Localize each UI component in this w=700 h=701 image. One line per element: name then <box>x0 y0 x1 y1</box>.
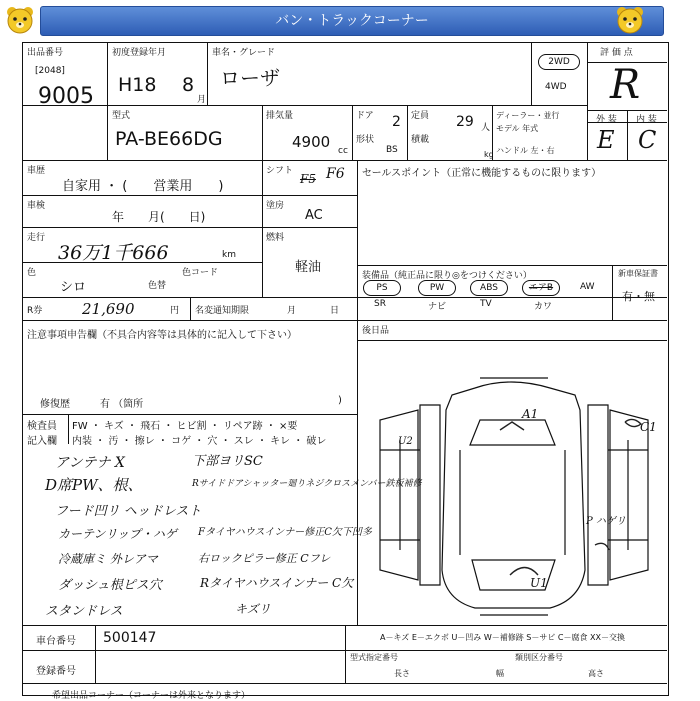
damage-u2: U2 <box>398 436 413 447</box>
paint-label: 塗房 <box>266 201 285 211</box>
lot-number: 9005 <box>38 84 94 109</box>
doors-value: 2 <box>392 114 401 130</box>
height-label: 高さ <box>588 669 604 678</box>
recycle-unit: 円 <box>170 306 180 316</box>
note-hood: フード凹リ ヘッドレスト <box>55 504 202 519</box>
displacement-value: 4900 <box>292 133 331 151</box>
lot-sub: [2048] <box>35 66 65 76</box>
damage-u1: U1 <box>530 576 548 590</box>
notes-label: 注意事項申告欄（不具合内容等は具体的に記入して下さい） <box>27 330 297 341</box>
grade-int: C <box>638 126 657 154</box>
shift-label: シフト <box>266 166 294 176</box>
model-value: PA-BE66DG <box>115 128 223 150</box>
type-number-label: 型式指定番号 <box>350 653 398 662</box>
name-change-month: 月 <box>287 306 297 316</box>
recycle-value: 21,690 <box>82 300 135 318</box>
width-label: 幅 <box>496 669 504 678</box>
capacity-unit: 人 <box>481 123 491 133</box>
note-fridge: 冷蔵庫ミ 外レアマ <box>58 552 158 566</box>
first-reg-month: 8 <box>182 74 195 96</box>
repair-history-close: ) <box>338 395 342 406</box>
equip-airbag: エアB <box>522 280 560 296</box>
model-year-label: モデル 年式 <box>496 124 539 133</box>
equip-navi: ナビ <box>428 302 447 312</box>
inspection-value: 年 月( 日) <box>112 210 206 224</box>
drive-4wd: 4WD <box>545 82 567 92</box>
damage-p-peel: P ハゲリ <box>586 516 626 527</box>
recycle-label: R券 <box>27 306 43 316</box>
capacity-label: 定員 <box>411 111 430 121</box>
damage-c1: C1 <box>640 420 657 434</box>
repaint-label: 色替 <box>148 281 167 291</box>
corner-title: バン・トラックコーナー <box>40 6 664 36</box>
car-name: ローザ <box>220 66 280 90</box>
shape-value: BS <box>386 145 398 155</box>
first-reg-year: H18 <box>118 74 157 96</box>
note-curtain: カーテンリップ・ハゲ <box>58 527 177 541</box>
shift-value: F6 <box>326 166 345 182</box>
shift-crossed: F5 <box>300 172 316 186</box>
drive-2wd: 2WD <box>538 54 580 70</box>
first-reg-label: 初度登録年月 <box>112 48 167 58</box>
car-damage-diagram <box>360 370 665 620</box>
grade-ext: E <box>597 126 615 154</box>
inspector-row1: FW ・ キズ ・ 飛石 ・ ヒビ割 ・ リペア跡 ・ ×要 <box>72 421 298 432</box>
car-name-label: 車名・グレード <box>212 48 276 58</box>
entry-label: 記入欄 <box>27 436 57 447</box>
equip-tv: TV <box>480 299 492 309</box>
grade-ext-label: 外 装 <box>596 115 617 125</box>
name-change-label: 名変通知期限 <box>195 306 250 316</box>
lot-label: 出品番号 <box>27 48 64 58</box>
paint-value: AC <box>305 208 323 223</box>
legend: A－キズ E－エクボ U－凹み W－補修跡 S－サビ C－腐食 XX－交換 <box>380 633 626 642</box>
note-scratch: キズリ <box>235 602 271 616</box>
warranty-label: 新車保証書 <box>618 269 658 278</box>
equip-abs: ABS <box>470 280 508 296</box>
sales-point-label: セールスポイント（正常に機能するものに限ります） <box>362 168 602 179</box>
bear-mascot-icon <box>614 4 646 36</box>
note-pillar: 右ロックピラー修正 Cフレ <box>198 552 331 565</box>
note-r-tire-house: Rタイヤハウスインナー C欠 <box>200 576 354 590</box>
note-r-side-repair: Rサイドドアシャッター廻りネジクロスメンバー鉄板補修 <box>192 479 422 489</box>
reg-no-label: 登録番号 <box>36 666 76 677</box>
name-change-day: 日 <box>330 306 340 316</box>
damage-a1: A1 <box>522 407 539 421</box>
equip-sr: SR <box>374 299 386 309</box>
class-number-label: 類別区分番号 <box>515 653 563 662</box>
inspector-label: 検査員 <box>27 421 57 432</box>
bear-mascot-icon <box>4 4 36 36</box>
note-d-seat-pw: D席PW、根、 <box>45 476 143 494</box>
fuel-value: 軽油 <box>295 260 322 275</box>
color-value: シロ <box>60 280 87 295</box>
mileage-label: 走行 <box>27 233 46 243</box>
history-value: 自家用 ・ ( 営業用 ) <box>62 179 224 194</box>
inspection-label: 車検 <box>27 201 46 211</box>
footer-label: 希望出品コーナー（コーナーは外来となります） <box>52 691 251 701</box>
color-label: 色 <box>27 268 37 278</box>
equip-pw: PW <box>418 280 456 296</box>
load-label: 積載 <box>411 135 430 145</box>
note-antenna: アンテナ X <box>55 455 125 471</box>
repair-history-label: 修復歴 <box>40 399 70 410</box>
grade-int-label: 内 装 <box>636 115 657 125</box>
note-standless: スタンドレス <box>45 604 123 619</box>
model-label: 型式 <box>112 111 131 121</box>
inspector-row2: 内装 ・ 汚 ・ 擦レ ・ コゲ ・ 穴 ・ スレ ・ キレ ・ 破レ <box>72 436 327 447</box>
equip-aw: AW <box>580 282 595 292</box>
mileage-value: 36万1千666 <box>58 242 169 264</box>
mileage-unit: km <box>222 250 236 260</box>
color-code-label: 色コード <box>182 268 219 278</box>
chassis-value: 500147 <box>103 630 157 646</box>
shape-label: 形状 <box>356 135 375 145</box>
grade-label: 評 価 点 <box>600 48 633 58</box>
repair-history-value: 有 （箇所 <box>100 399 144 410</box>
equip-ps: PS <box>363 280 401 296</box>
doors-label: ドア <box>356 111 374 121</box>
fuel-label: 燃料 <box>266 233 285 243</box>
handle-label: ハンドル 左・右 <box>496 146 555 155</box>
length-label: 長さ <box>394 669 410 678</box>
history-label: 車歴 <box>27 166 46 176</box>
capacity-value: 29 <box>456 114 474 130</box>
grade-value: R <box>610 62 641 108</box>
note-lower-sc: 下部ヨリSC <box>192 454 263 469</box>
load-unit: kg <box>484 150 494 159</box>
displacement-unit: cc <box>338 146 348 156</box>
equipment-label: 装備品（純正品に限り◎をつけください） <box>362 271 532 281</box>
equip-leather: カワ <box>534 302 553 312</box>
chassis-label: 車台番号 <box>36 636 76 647</box>
first-reg-month-unit: 月 <box>197 95 207 105</box>
displacement-label: 排気量 <box>266 111 294 121</box>
dealer-label: ディーラー・並行 <box>496 111 560 120</box>
rear-date-label: 後日品 <box>362 326 390 336</box>
note-f-tire-house: Fタイヤハウスインナー修正C欠下凹多 <box>198 527 372 538</box>
warranty-value: 有・無 <box>622 290 655 303</box>
note-dash: ダッシュ根ピス穴 <box>58 578 162 593</box>
